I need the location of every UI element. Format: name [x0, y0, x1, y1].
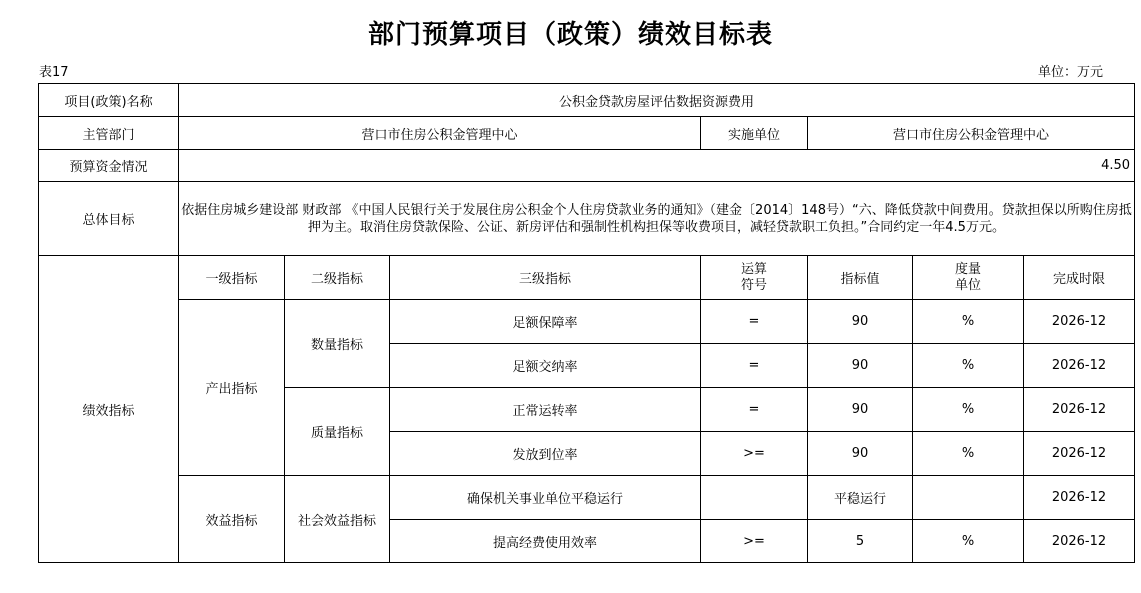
row-name: 足额交纳率 [390, 344, 701, 388]
quality-indicator: 质量指标 [285, 388, 390, 476]
row-val: 90 [808, 388, 913, 432]
row-unit: % [913, 300, 1024, 344]
row-op: = [701, 300, 808, 344]
row-val: 平稳运行 [808, 476, 913, 520]
row-unit: % [913, 520, 1024, 563]
goal-value: 依据住房城乡建设部 财政部 《中国人民银行关于发展住房公积金个人住房贷款业务的通知》（建金〔2014〕148号）“六、降低贷款中间费用。贷款担保以所购住房抵押为主。取消住房贷款保险、公证、新房评估和强制性机构担保等收费项目，减轻贷款职工负担。”合同约定一年4.5万元。 [179, 182, 1135, 256]
row-val: 90 [808, 344, 913, 388]
row-name: 确保机关事业单位平稳运行 [390, 476, 701, 520]
social-indicator: 社会效益指标 [285, 476, 390, 563]
goal-label: 总体目标 [39, 182, 179, 256]
row-unit: % [913, 344, 1024, 388]
budget-value: 4.50 [179, 150, 1135, 182]
row-op: >= [701, 432, 808, 476]
budget-label: 预算资金情况 [39, 150, 179, 182]
row-unit: % [913, 388, 1024, 432]
project-name-label: 项目(政策)名称 [39, 84, 179, 117]
row-name: 提高经费使用效率 [390, 520, 701, 563]
col-l3-header: 三级指标 [390, 256, 701, 300]
row-name: 正常运转率 [390, 388, 701, 432]
row-unit [913, 476, 1024, 520]
impl-label: 实施单位 [701, 117, 808, 150]
row-deadline: 2026-12 [1024, 476, 1135, 520]
row-op: = [701, 388, 808, 432]
performance-table [38, 83, 1135, 563]
col-unit-header: 度量 单位 [913, 256, 1024, 300]
col-l2-header: 二级指标 [285, 256, 390, 300]
row-deadline: 2026-12 [1024, 300, 1135, 344]
row-name: 足额保障率 [390, 300, 701, 344]
row-deadline: 2026-12 [1024, 520, 1135, 563]
dept-label: 主管部门 [39, 117, 179, 150]
page-title: 部门预算项目（政策）绩效目标表 [367, 20, 773, 50]
quantity-indicator: 数量指标 [285, 300, 390, 388]
col-deadline-header: 完成时限 [1024, 256, 1135, 300]
row-unit: % [913, 432, 1024, 476]
project-name-value: 公积金贷款房屋评估数据资源费用 [179, 84, 1135, 117]
table-number: 表17 [39, 65, 69, 80]
row-deadline: 2026-12 [1024, 388, 1135, 432]
row-deadline: 2026-12 [1024, 432, 1135, 476]
col-op-header: 运算 符号 [701, 256, 808, 300]
perf-label: 绩效指标 [39, 256, 179, 563]
col-l1-header: 一级指标 [179, 256, 285, 300]
row-op: >= [701, 520, 808, 563]
row-deadline: 2026-12 [1024, 344, 1135, 388]
dept-value: 营口市住房公积金管理中心 [179, 117, 701, 150]
col-val-header: 指标值 [808, 256, 913, 300]
row-val: 5 [808, 520, 913, 563]
impl-value: 营口市住房公积金管理中心 [808, 117, 1135, 150]
output-indicator: 产出指标 [179, 300, 285, 476]
table-row [39, 300, 1135, 344]
table-row [39, 476, 1135, 520]
unit-label: 单位：万元 [1037, 65, 1103, 80]
row-name: 发放到位率 [390, 432, 701, 476]
row-val: 90 [808, 432, 913, 476]
benefit-indicator: 效益指标 [179, 476, 285, 563]
row-val: 90 [808, 300, 913, 344]
row-op: = [701, 344, 808, 388]
row-op [701, 476, 808, 520]
